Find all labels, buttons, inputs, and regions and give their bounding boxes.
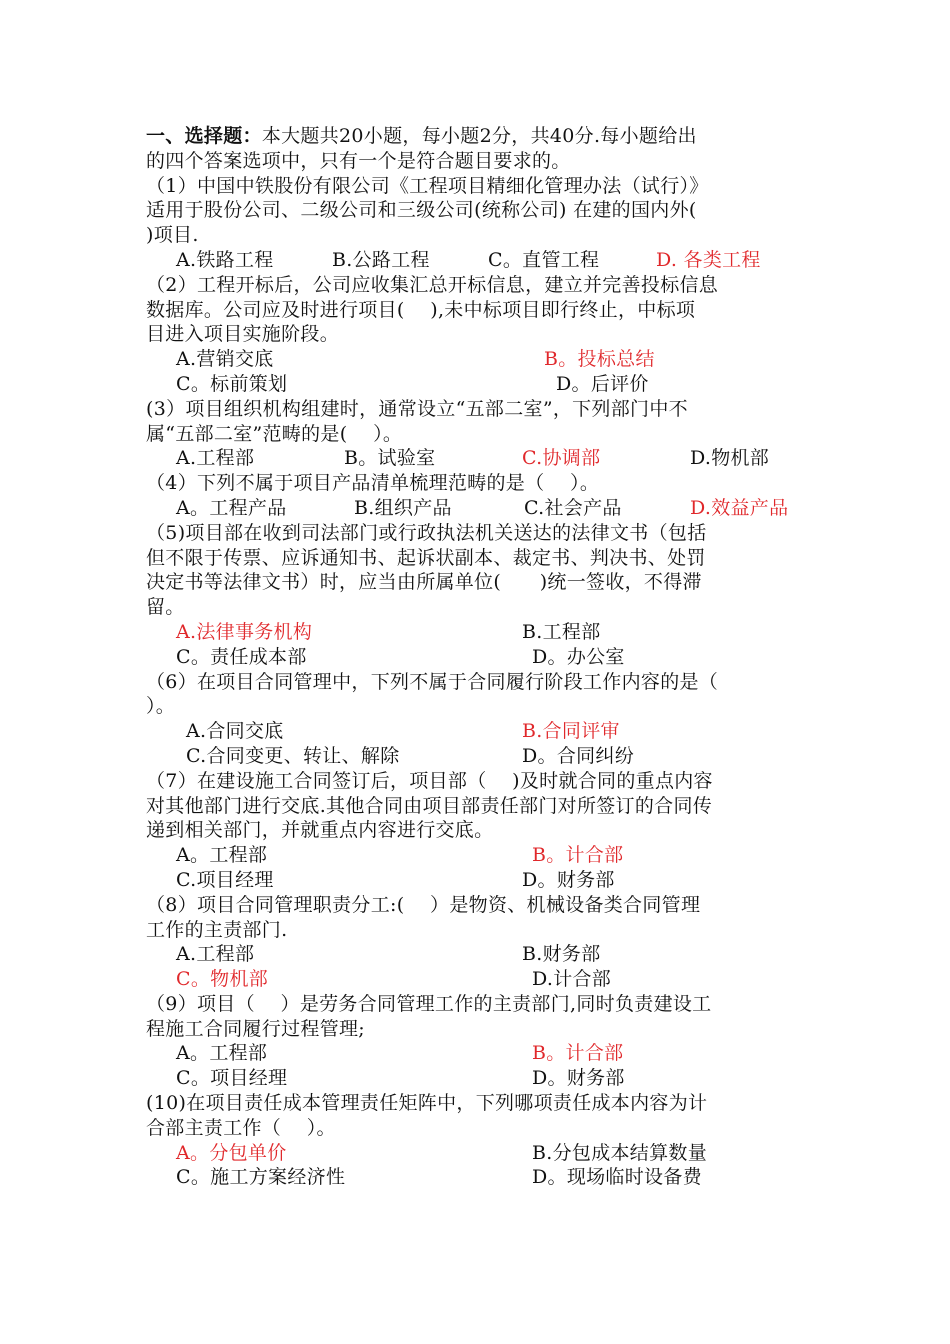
options-row — [146, 942, 806, 967]
option-b-answer: B。计合部 — [532, 844, 624, 867]
option-b: B.公路工程 — [332, 248, 430, 271]
option-c: C。直管工程 — [488, 248, 600, 271]
options-row — [146, 496, 806, 521]
option-a-answer: A.法律事务机构 — [176, 620, 313, 643]
options-row — [146, 372, 806, 397]
option-b-answer: B.合同评审 — [522, 720, 620, 743]
option-c: C。施工方案经济性 — [176, 1166, 346, 1189]
section-intro-text: 本大题共20小题，每小题2分，共40分.每小题给出 — [261, 125, 697, 147]
question-4 — [146, 471, 806, 521]
options-row — [146, 967, 806, 992]
options-row — [146, 744, 806, 769]
question-text-line: 合部主责工作（ ）。 — [146, 1116, 336, 1139]
options-row — [146, 446, 806, 471]
question-6 — [146, 670, 806, 769]
option-c: C。责任成本部 — [176, 645, 307, 668]
option-c: C.社会产品 — [524, 496, 622, 519]
option-c-answer: C。物机部 — [176, 968, 269, 991]
option-a: A.工程部 — [176, 447, 255, 470]
option-a: A。工程部 — [176, 844, 268, 867]
question-text-line: 数据库。公司应及时进行项目( ),未中标项目即行终止，中标项 — [146, 298, 696, 321]
option-c: C。标前策划 — [176, 372, 288, 395]
option-a: A.合同交底 — [186, 720, 284, 743]
question-text-line: （9）项目（ ）是劳务合同管理工作的主责部门,同时负责建设工 — [146, 992, 712, 1015]
options-row — [146, 843, 806, 868]
options-row — [146, 868, 806, 893]
option-d: D。合同纠纷 — [522, 744, 635, 767]
section-intro-line-2: 的四个答案选项中，只有一个是符合题目要求的。 — [146, 149, 571, 172]
options-row — [146, 1066, 806, 1091]
options-row — [146, 645, 806, 670]
question-text-line: )项目. — [146, 224, 199, 247]
question-text-line: 但不限于传票、应诉通知书、起诉状副本、裁定书、判决书、处罚 — [146, 546, 706, 569]
question-text-line: （1）中国中铁股份有限公司《工程项目精细化管理办法（试行）》 — [146, 174, 709, 197]
options-row — [146, 719, 806, 744]
options-row — [146, 1141, 806, 1166]
exam-content — [146, 124, 806, 1190]
option-d: D。后评价 — [556, 372, 649, 395]
option-d: D。财务部 — [522, 868, 615, 891]
option-b: B.分包成本结算数量 — [532, 1141, 708, 1164]
question-text-line: 递到相关部门，并就重点内容进行交底。 — [146, 819, 494, 842]
question-10 — [146, 1091, 806, 1190]
option-a-answer: A。分包单价 — [176, 1141, 287, 1164]
question-1 — [146, 174, 806, 273]
option-c: C.合同变更、转让、解除 — [186, 744, 400, 767]
question-text-line: （7）在建设施工合同签订后，项目部（ )及时就合同的重点内容 — [146, 769, 713, 792]
section-heading: 一、选择题： — [146, 125, 262, 147]
question-text-line: 目进入项目实施阶段。 — [146, 323, 340, 346]
question-text-line: （8）项目合同管理职责分工:( ）是物资、机械设备类合同管理 — [146, 893, 701, 916]
question-7 — [146, 769, 806, 893]
option-a: A。工程产品 — [176, 496, 287, 519]
option-c: C.项目经理 — [176, 868, 274, 891]
option-d: D。财务部 — [532, 1067, 625, 1090]
options-row — [146, 620, 806, 645]
option-d: D。办公室 — [532, 645, 625, 668]
question-text-line: （6）在项目合同管理中，下列不属于合同履行阶段工作内容的是（ — [146, 670, 719, 693]
option-d-answer: D.效益产品 — [690, 496, 789, 519]
question-text-line: （2）工程开标后，公司应收集汇总开标信息，建立并完善投标信息 — [146, 273, 719, 296]
option-b-answer: B。计合部 — [532, 1042, 624, 1065]
options-row — [146, 1165, 806, 1190]
option-b: B.组织产品 — [354, 496, 452, 519]
options-row — [146, 248, 806, 273]
option-b-answer: B。投标总结 — [544, 348, 655, 371]
question-text-line: （5)项目部在收到司法部门或行政执法机关送达的法律文书（包括 — [146, 521, 707, 544]
option-d: D.物机部 — [690, 447, 770, 470]
question-9 — [146, 992, 806, 1091]
question-3 — [146, 397, 806, 471]
question-text-line: 属“五部二室”范畴的是( ）。 — [146, 422, 403, 445]
options-row — [146, 1041, 806, 1066]
option-d-answer: D. 各类工程 — [656, 248, 761, 271]
options-row — [146, 347, 806, 372]
question-text-line: 适用于股份公司、二级公司和三级公司(统称公司) 在建的国内外( — [146, 199, 697, 222]
question-text-line: 决定书等法律文书）时，应当由所属单位( )统一签收，不得滞 — [146, 571, 702, 594]
option-d: D.计合部 — [532, 968, 612, 991]
option-b: B.工程部 — [522, 620, 601, 643]
option-c-answer: C.协调部 — [522, 447, 601, 470]
section-intro-line-1 — [146, 124, 806, 149]
question-2 — [146, 273, 806, 397]
option-b: B.财务部 — [522, 943, 601, 966]
option-a: A。工程部 — [176, 1042, 268, 1065]
question-text-line: (3）项目组织机构组建时，通常设立“五部二室”，下列部门中不 — [146, 397, 688, 420]
question-text-line: (10)在项目责任成本管理责任矩阵中，下列哪项责任成本内容为计 — [146, 1092, 708, 1115]
question-text-line: （4）下列不属于项目产品清单梳理范畴的是（ ）。 — [146, 472, 600, 495]
question-text-line: 工作的主责部门. — [146, 918, 288, 941]
question-text-line: 留。 — [146, 596, 185, 619]
question-text-line: 对其他部门进行交底.其他合同由项目部责任部门对所签订的合同传 — [146, 794, 713, 817]
option-a: A.铁路工程 — [176, 248, 274, 271]
question-5 — [146, 521, 806, 670]
option-b: B。试验室 — [344, 447, 436, 470]
question-text-line: ）。 — [146, 695, 176, 718]
option-d: D。现场临时设备费 — [532, 1166, 702, 1189]
question-text-line: 程施工合同履行过程管理; — [146, 1017, 366, 1040]
option-a: A.营销交底 — [176, 348, 274, 371]
question-8 — [146, 893, 806, 992]
option-a: A.工程部 — [176, 943, 255, 966]
option-c: C。项目经理 — [176, 1067, 288, 1090]
